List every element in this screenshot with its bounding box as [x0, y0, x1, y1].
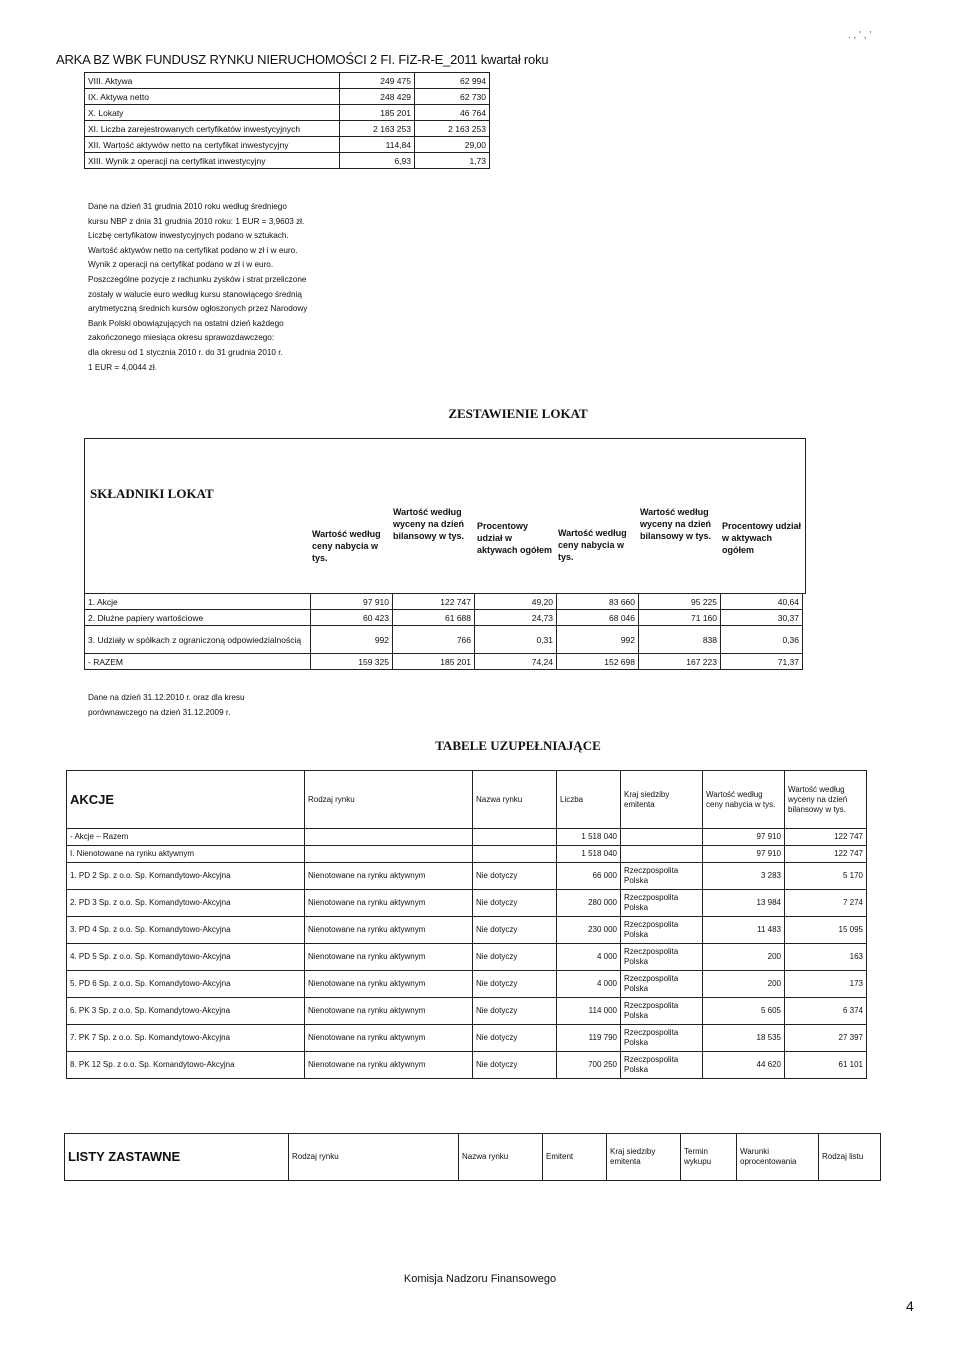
note-line: 1 EUR = 4,0044 zł.: [88, 362, 157, 372]
akcje-rodzaj: [305, 846, 473, 863]
akcje-ww: 27 397: [785, 1025, 867, 1052]
lokaty-cell: 83 660: [557, 594, 639, 610]
lokaty-cell: 0,36: [721, 626, 803, 654]
akcje-liczba: 1 518 040: [557, 829, 621, 846]
akcje-kraj: Rzeczpospolita Polska: [621, 971, 703, 998]
akcje-liczba: 1 518 040: [557, 846, 621, 863]
akcje-rodzaj: Nienotowane na rynku aktywnym: [305, 971, 473, 998]
summary-value-1: 6,93: [340, 153, 415, 169]
akcje-wn: 5 605: [703, 998, 785, 1025]
akcje-nazwa: Nie dotyczy: [473, 998, 557, 1025]
note-line: dla okresu od 1 stycznia 2010 r. do 31 grudnia 2010 r.: [88, 347, 283, 357]
lokaty-cell: 74,24: [475, 654, 557, 670]
lokaty-cell: 49,20: [475, 594, 557, 610]
lokaty-table: [84, 593, 803, 670]
lok-header-4: Wartość według ceny nabycia w tys.: [558, 528, 627, 562]
akcje-ww: 7 274: [785, 890, 867, 917]
listy-header-nazwa: Nazwa rynku: [459, 1134, 543, 1181]
akcje-kraj: Rzeczpospolita Polska: [621, 917, 703, 944]
akcje-kraj: Rzeczpospolita Polska: [621, 890, 703, 917]
akcje-wn: 97 910: [703, 829, 785, 846]
summary-row: [85, 73, 490, 89]
akcje-name: 4. PD 5 Sp. z o.o. Sp. Komandytowo-Akcyjna: [67, 944, 305, 971]
lokaty-cell: 766: [393, 626, 475, 654]
summary-value-2: 1,73: [415, 153, 490, 169]
note-line: Bank Polski obowiązujących na ostatni dzień każdego: [88, 318, 284, 328]
akcje-ww: 122 747: [785, 846, 867, 863]
akcje-wn: 44 620: [703, 1052, 785, 1079]
note-line: kursu NBP z dnia 31 grudnia 2010 roku: 1 EUR = 3,9603 zł.: [88, 216, 305, 226]
summary-label: XI. Liczba zarejestrowanych certyfikatów inwestycyjnych: [85, 121, 340, 137]
lokaty-cell: 97 910: [311, 594, 393, 610]
lokaty-cell: 71,37: [721, 654, 803, 670]
akcje-row: [67, 890, 867, 917]
akcje-header-liczba: Liczba: [557, 771, 621, 829]
akcje-rodzaj: [305, 829, 473, 846]
akcje-row: [67, 971, 867, 998]
akcje-row: [67, 846, 867, 863]
note-line: Wartość aktywów netto na certyfikat podano w zł i w euro.: [88, 245, 298, 255]
akcje-header-wn: Wartość według ceny nabycia w tys.: [703, 771, 785, 829]
lokaty-row: [85, 594, 803, 610]
akcje-rodzaj: Nienotowane na rynku aktywnym: [305, 890, 473, 917]
akcje-kraj: Rzeczpospolita Polska: [621, 1052, 703, 1079]
summary-value-2: 46 764: [415, 105, 490, 121]
summary-value-2: 62 994: [415, 73, 490, 89]
akcje-nazwa: Nie dotyczy: [473, 944, 557, 971]
summary-row: [85, 105, 490, 121]
listy-zastawne-table: [64, 1133, 881, 1181]
akcje-ww: 6 374: [785, 998, 867, 1025]
lokaty-row-label: 3. Udziały w spółkach z ograniczoną odpowiedzialnością: [85, 626, 311, 654]
lokaty-cell: 159 325: [311, 654, 393, 670]
akcje-header-name: AKCJE: [67, 771, 305, 829]
akcje-row: [67, 1025, 867, 1052]
summary-label: VIII. Aktywa: [85, 73, 340, 89]
page-number: 4: [906, 1298, 914, 1314]
summary-value-1: 114,84: [340, 137, 415, 153]
akcje-nazwa: [473, 846, 557, 863]
akcje-liczba: 230 000: [557, 917, 621, 944]
scan-dots: . , ' , ': [848, 30, 872, 41]
lokaty-cell: 152 698: [557, 654, 639, 670]
lokaty-row: [85, 654, 803, 670]
akcje-liczba: 114 000: [557, 998, 621, 1025]
lokaty-cell: 992: [557, 626, 639, 654]
akcje-kraj: Rzeczpospolita Polska: [621, 1025, 703, 1052]
akcje-wn: 11 483: [703, 917, 785, 944]
akcje-wn: 97 910: [703, 846, 785, 863]
akcje-row: [67, 917, 867, 944]
akcje-header-nazwa: Nazwa rynku: [473, 771, 557, 829]
listy-header-name: LISTY ZASTAWNE: [65, 1134, 289, 1181]
akcje-liczba: 4 000: [557, 944, 621, 971]
akcje-name: - Akcje – Razem: [67, 829, 305, 846]
summary-row: [85, 89, 490, 105]
note-line: Poszczególne pozycje z rachunku zysków i strat przeliczone: [88, 274, 307, 284]
document-header: ARKA BZ WBK FUNDUSZ RYNKU NIERUCHOMOŚCI 2 FI. FIZ-R-E_2011 kwartał roku: [56, 52, 549, 67]
note-line: Dane na dzień 31 grudnia 2010 roku według średniego: [88, 202, 287, 211]
akcje-row: [67, 863, 867, 890]
akcje-ww: 173: [785, 971, 867, 998]
lokaty-cell: 167 223: [639, 654, 721, 670]
lok-header-6: Procentowy udział w aktywach ogółem: [722, 521, 802, 555]
akcje-liczba: 119 790: [557, 1025, 621, 1052]
lokaty-cell: 71 160: [639, 610, 721, 626]
akcje-nazwa: Nie dotyczy: [473, 1025, 557, 1052]
note-line: Wynik z operacji na certyfikat podano w zł i w euro.: [88, 260, 274, 270]
akcje-ww: 163: [785, 944, 867, 971]
zestawienie-title: ZESTAWIENIE LOKAT: [448, 406, 588, 421]
lok-header-3: Procentowy udział w aktywach ogółem: [477, 521, 553, 555]
akcje-liczba: 4 000: [557, 971, 621, 998]
akcje-wn: 18 535: [703, 1025, 785, 1052]
listy-header-kraj: Kraj siedziby emitenta: [607, 1134, 681, 1181]
akcje-nazwa: Nie dotyczy: [473, 1052, 557, 1079]
akcje-wn: 200: [703, 971, 785, 998]
foot-note-line: Dane na dzień 31.12.2010 r. oraz dla kresu: [88, 693, 245, 702]
akcje-name: I. Nienotowane na rynku aktywnym: [67, 846, 305, 863]
summary-row: [85, 153, 490, 169]
akcje-header-ww: Wartość według wyceny na dzień bilansowy w tys.: [785, 771, 867, 829]
akcje-row: [67, 998, 867, 1025]
akcje-rodzaj: Nienotowane na rynku aktywnym: [305, 944, 473, 971]
lokaty-row-label: - RAZEM: [85, 654, 311, 670]
akcje-row: [67, 944, 867, 971]
akcje-kraj: [621, 829, 703, 846]
summary-label: XII. Wartość aktywów netto na certyfikat inwestycyjny: [85, 137, 340, 153]
summary-value-2: 29,00: [415, 137, 490, 153]
lok-header-1: Wartość według ceny nabycia w tys.: [312, 529, 381, 563]
akcje-rodzaj: Nienotowane na rynku aktywnym: [305, 917, 473, 944]
lokaty-row-label: 1. Akcje: [85, 594, 311, 610]
lokaty-cell: 24,73: [475, 610, 557, 626]
akcje-row: [67, 1052, 867, 1079]
lokaty-cell: 30,37: [721, 610, 803, 626]
summary-label: XIII. Wynik z operacji na certyfikat inwestycyjny: [85, 153, 340, 169]
akcje-rodzaj: Nienotowane na rynku aktywnym: [305, 863, 473, 890]
akcje-wn: 3 283: [703, 863, 785, 890]
listy-header-rodzaj-listu: Rodzaj listu: [819, 1134, 881, 1181]
akcje-name: 5. PD 6 Sp. z o.o. Sp. Komandytowo-Akcyjna: [67, 971, 305, 998]
summary-value-1: 248 429: [340, 89, 415, 105]
lokaty-cell: 122 747: [393, 594, 475, 610]
summary-label: X. Lokaty: [85, 105, 340, 121]
tabele-title: TABELE UZUPEŁNIAJĄCE: [435, 738, 601, 753]
akcje-table: [66, 770, 867, 1079]
akcje-rodzaj: Nienotowane na rynku aktywnym: [305, 998, 473, 1025]
lokaty-row: [85, 610, 803, 626]
akcje-kraj: Rzeczpospolita Polska: [621, 998, 703, 1025]
footer: Komisja Nadzoru Finansowego: [403, 1273, 557, 1285]
summary-value-1: 185 201: [340, 105, 415, 121]
note-line: zostały w walucie euro według kursu stanowiącego średnią: [88, 289, 302, 299]
akcje-wn: 13 984: [703, 890, 785, 917]
listy-header-rodzaj: Rodzaj rynku: [289, 1134, 459, 1181]
akcje-kraj: Rzeczpospolita Polska: [621, 944, 703, 971]
akcje-nazwa: Nie dotyczy: [473, 917, 557, 944]
sklad-title: SKŁADNIKI LOKAT: [90, 486, 214, 501]
akcje-nazwa: [473, 829, 557, 846]
akcje-name: 1. PD 2 Sp. z o.o. Sp. Komandytowo-Akcyjna: [67, 863, 305, 890]
akcje-name: 2. PD 3 Sp. z o.o. Sp. Komandytowo-Akcyjna: [67, 890, 305, 917]
lokaty-cell: 992: [311, 626, 393, 654]
akcje-wn: 200: [703, 944, 785, 971]
akcje-ww: 122 747: [785, 829, 867, 846]
notes-block: [88, 200, 307, 375]
akcje-liczba: 280 000: [557, 890, 621, 917]
lokaty-row: [85, 626, 803, 654]
akcje-liczba: 700 250: [557, 1052, 621, 1079]
summary-row: [85, 137, 490, 153]
akcje-kraj: [621, 846, 703, 863]
akcje-liczba: 66 000: [557, 863, 621, 890]
akcje-kraj: Rzeczpospolita Polska: [621, 863, 703, 890]
akcje-nazwa: Nie dotyczy: [473, 890, 557, 917]
listy-header-emitent: Emitent: [543, 1134, 607, 1181]
note-line: zakończonego miesiąca okresu sprawozdawczego:: [88, 333, 275, 343]
summary-value-2: 62 730: [415, 89, 490, 105]
summary-row: [85, 121, 490, 137]
akcje-name: 7. PK 7 Sp. z o.o. Sp. Komandytowo-Akcyjna: [67, 1025, 305, 1052]
akcje-nazwa: Nie dotyczy: [473, 971, 557, 998]
akcje-nazwa: Nie dotyczy: [473, 863, 557, 890]
listy-header-warunki: Warunki oprocentowania: [737, 1134, 819, 1181]
akcje-row: [67, 829, 867, 846]
akcje-header-rodzaj: Rodzaj rynku: [305, 771, 473, 829]
lokaty-cell: 185 201: [393, 654, 475, 670]
lokaty-cell: 0,31: [475, 626, 557, 654]
lokaty-row-label: 2. Dłużne papiery wartościowe: [85, 610, 311, 626]
akcje-name: 6. PK 3 Sp. z o.o. Sp. Komandytowo-Akcyjna: [67, 998, 305, 1025]
akcje-name: 8. PK 12 Sp. z o.o. Sp. Komandytowo-Akcyjna: [67, 1052, 305, 1079]
akcje-ww: 15 095: [785, 917, 867, 944]
lokaty-cell: 68 046: [557, 610, 639, 626]
foot-note-line: porównawczego na dzień 31.12.2009 r.: [88, 708, 231, 717]
note-line: arytmetyczną średnich kursów ogłoszonych przez Narodowy: [88, 304, 308, 314]
lokaty-cell: 838: [639, 626, 721, 654]
lokaty-cell: 40,64: [721, 594, 803, 610]
foot-notes: [88, 690, 245, 720]
lok-header-2: Wartość według wyceny na dzień bilansowy w tys.: [393, 507, 465, 541]
akcje-name: 3. PD 4 Sp. z o.o. Sp. Komandytowo-Akcyjna: [67, 917, 305, 944]
akcje-rodzaj: Nienotowane na rynku aktywnym: [305, 1025, 473, 1052]
summary-value-2: 2 163 253: [415, 121, 490, 137]
summary-value-1: 2 163 253: [340, 121, 415, 137]
summary-table: [84, 72, 490, 169]
lokaty-cell: 61 688: [393, 610, 475, 626]
lokaty-cell: 95 225: [639, 594, 721, 610]
lokaty-cell: 60 423: [311, 610, 393, 626]
lok-header-5: Wartość według wyceny na dzień bilansowy w tys.: [640, 507, 712, 541]
akcje-rodzaj: Nienotowane na rynku aktywnym: [305, 1052, 473, 1079]
akcje-ww: 5 170: [785, 863, 867, 890]
summary-value-1: 249 475: [340, 73, 415, 89]
listy-header-termin: Termin wykupu: [681, 1134, 737, 1181]
akcje-ww: 61 101: [785, 1052, 867, 1079]
akcje-header-kraj: Kraj siedziby emitenta: [621, 771, 703, 829]
summary-label: IX. Aktywa netto: [85, 89, 340, 105]
note-line: Liczbę certyfikatow inwestycyjnych podano w sztukach.: [88, 231, 289, 241]
